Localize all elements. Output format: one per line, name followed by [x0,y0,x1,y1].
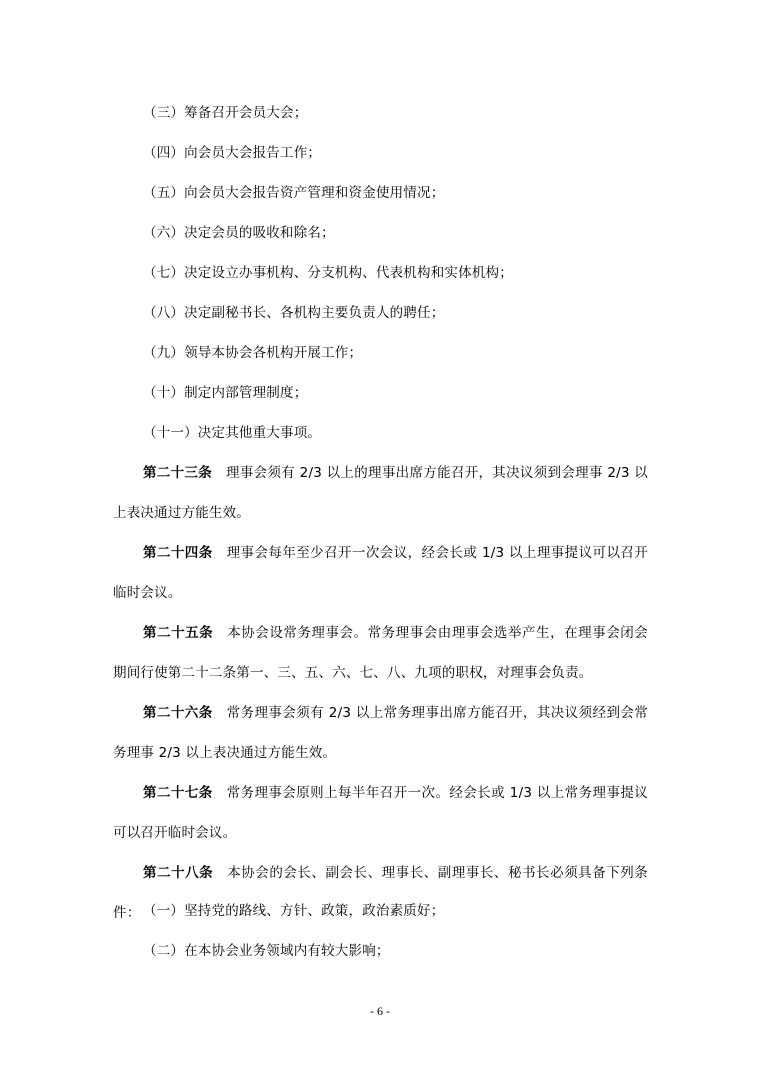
list-item: （七）决定设立办事机构、分支机构、代表机构和实体机构； [143,265,513,281]
list-item: （五）向会员大会报告资产管理和资金使用情况； [143,185,445,201]
article-text: 常务理事会原则上每半年召开一次。经会长或 1/3 以上常务理事提议可以召开临时会议。 [113,785,648,841]
list-item: （十）制定内部管理制度； [143,385,308,401]
article-text: 理事会每年至少召开一次会议，经会长或 1/3 以上理事提议可以召开临时会议。 [113,545,648,601]
list-item: （八）决定副秘书长、各机构主要负责人的聘任； [143,305,445,321]
article-number: 第二十三条 [143,465,213,481]
article-text: 理事会须有 2/3 以上的理事出席方能召开，其决议须到会理事 2/3 以上表决通过方能生效。 [113,465,648,521]
article-24 [113,533,648,613]
article-text: 本协会设常务理事会。常务理事会由理事会选举产生，在理事会闭会期间行使第二十二条第一、三、五、六、七、八、九项的职权，对理事会负责。 [113,625,649,681]
article-number: 第二十六条 [143,705,213,721]
list-item: （六）决定会员的吸收和除名； [143,225,335,241]
article-number: 第二十八条 [143,865,214,881]
article-28 [113,853,648,933]
article-text: 本协会的会长、副会长、理事长、副理事长、秘书长必须具备下列条件： [113,865,649,921]
list-item: （九）领导本协会各机构开展工作； [143,345,363,361]
list-item: （二）在本协会业务领域内有较大影响； [143,943,390,959]
article-23 [113,453,648,533]
article-number: 第二十五条 [143,625,214,641]
article-text: 常务理事会须有 2/3 以上常务理事出席方能召开，其决议须经到会常务理事 2/3 以上表决通过方能生效。 [113,705,648,761]
list-item: （三）筹备召开会员大会； [143,105,308,121]
article-27 [113,773,648,853]
article-25 [113,613,648,693]
list-item: （四）向会员大会报告工作； [143,145,322,161]
article-number: 第二十四条 [143,545,213,561]
article-26 [113,693,648,773]
list-item: （一）坚持党的路线、方针、政策，政治素质好； [143,903,445,919]
page-number: - 6 - [370,1004,390,1018]
article-number: 第二十七条 [143,785,213,801]
list-item: （十一）决定其他重大事项。 [143,425,322,441]
